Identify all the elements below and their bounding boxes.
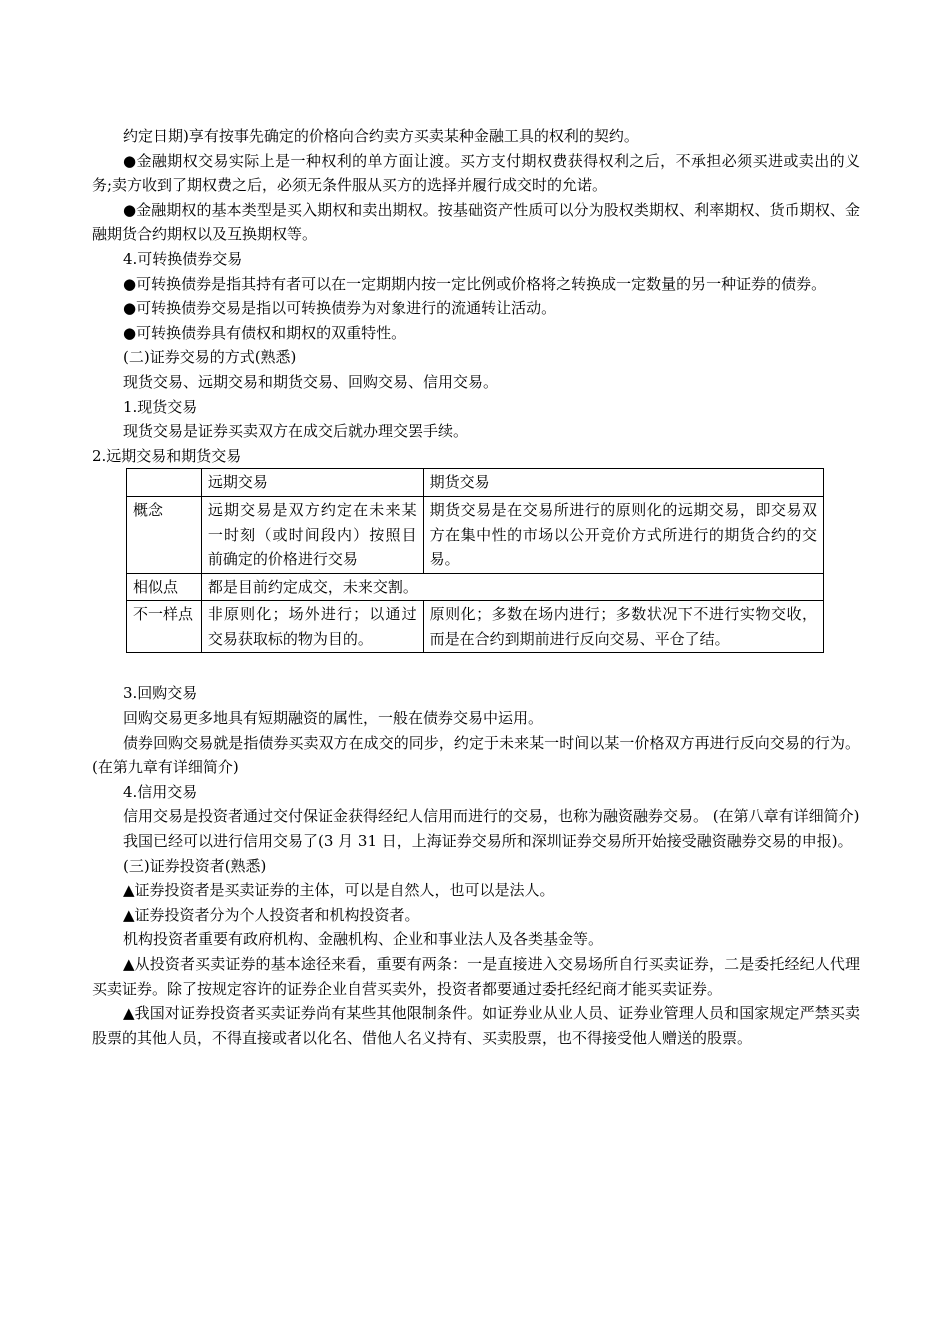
row-label: 不一样点: [127, 601, 202, 653]
table-header-cell: [127, 469, 202, 497]
table-cell: 远期交易是双方约定在未来某一时刻（或时间段内）按照目前确定的价格进行交易: [201, 496, 423, 573]
comparison-table: [126, 468, 824, 653]
section-heading: 1.现货交易: [123, 397, 198, 416]
section-heading: (二)证券交易的方式(熟悉): [123, 348, 297, 367]
table-cell: 原则化；多数在场内进行；多数状况下不进行实物交收，而是在合约到期前进行反向交易、平仓了结。: [423, 601, 823, 653]
table-header-cell: 远期交易: [201, 469, 423, 497]
paragraph: 我国已经可以进行信用交易了(3 月 31 日，上海证券交易所和深圳证券交易所开始接受融资融券交易的申报)。: [123, 832, 853, 851]
paragraph: 现货交易、远期交易和期货交易、回购交易、信用交易。: [123, 372, 499, 391]
paragraph: ▲从投资者买卖证券的基本途径来看，重要有两条：一是直接进入交易场所自行买卖证券，二是委托经纪人代理买卖证券。除了按规定容许的证券企业自营买卖外，投资者都要通过委托经纪商才能买卖证券。: [92, 955, 860, 998]
paragraph: ●金融期权交易实际上是一种权利的单方面让渡。买方支付期权费获得权利之后，不承担必须买进或卖出的义务;卖方收到了期权费之后，必须无条件服从买方的选择并履行成交时的允诺。: [92, 151, 860, 195]
table-row: [127, 601, 824, 653]
paragraph: 回购交易更多地具有短期融资的属性，一般在债券交易中运用。: [123, 709, 544, 728]
table-cell: 非原则化；场外进行；以通过交易获取标的物为目的。: [201, 601, 423, 653]
paragraph: 约定日期)享有按事先确定的价格向合约卖方买卖某种金融工具的权利的契约。: [123, 127, 639, 145]
table-row: [127, 573, 824, 601]
paragraph: ▲证券投资者分为个人投资者和机构投资者。: [123, 905, 420, 924]
table-row: [127, 496, 824, 573]
paragraph: ●金融期权的基本类型是买入期权和卖出期权。按基础资产性质可以分为股权类期权、利率期权、货币期权、金融期货合约期权以及互换期权等。: [92, 200, 860, 244]
paragraph: 债券回购交易就是指债券买卖双方在成交的同步，约定于未来某一时间以某一价格双方再进行反向交易的行为。(在第九章有详细简介): [92, 733, 860, 777]
table-title: 2.远期交易和期货交易: [92, 446, 242, 465]
paragraph: ▲我国对证券投资者买卖证券尚有某些其他限制条件。如证券业从业人员、证券业管理人员和国家规定严禁买卖股票的其他人员，不得直接或者以化名、借他人名义持有、买卖股票，也不得接受他人赠送的股票。: [92, 1004, 860, 1047]
spacer: [92, 653, 860, 681]
table-cell: 期货交易是在交易所进行的原则化的远期交易，即交易双方在集中性的市场以公开竞价方式所进行的期货合约的交易。: [423, 496, 823, 573]
row-label: 相似点: [127, 573, 202, 601]
section-heading: 4.信用交易: [123, 782, 198, 801]
paragraph: ●可转换债券是指其持有者可以在一定期期内按一定比例或价格将之转换成一定数量的另一种证券的债券。: [123, 274, 827, 293]
section-heading: 4.可转换债券交易: [123, 249, 243, 268]
table-header-cell: 期货交易: [423, 469, 823, 497]
paragraph: 现货交易是证券买卖双方在成交后就办理交罢手续。: [123, 422, 469, 441]
paragraph: ▲证券投资者是买卖证券的主体，可以是自然人，也可以是法人。: [123, 881, 555, 900]
section-heading: 3.回购交易: [123, 684, 198, 703]
paragraph: ●可转换债券交易是指以可转换债券为对象进行的流通转让活动。: [123, 299, 557, 318]
paragraph: 信用交易是投资者通过交付保证金获得经纪人信用而进行的交易，也称为融资融券交易。 (在第八章有详细简介): [123, 807, 860, 826]
row-label: 概念: [127, 496, 202, 573]
document-page: [92, 124, 860, 1050]
paragraph: ●可转换债券具有债权和期权的双重特性。: [123, 323, 407, 342]
paragraph: 机构投资者重要有政府机构、金融机构、企业和事业法人及各类基金等。: [123, 930, 604, 949]
table-cell: 都是目前约定成交，未来交割。: [201, 573, 823, 601]
table-header-row: [127, 469, 824, 497]
section-heading: (三)证券投资者(熟悉): [123, 856, 267, 875]
